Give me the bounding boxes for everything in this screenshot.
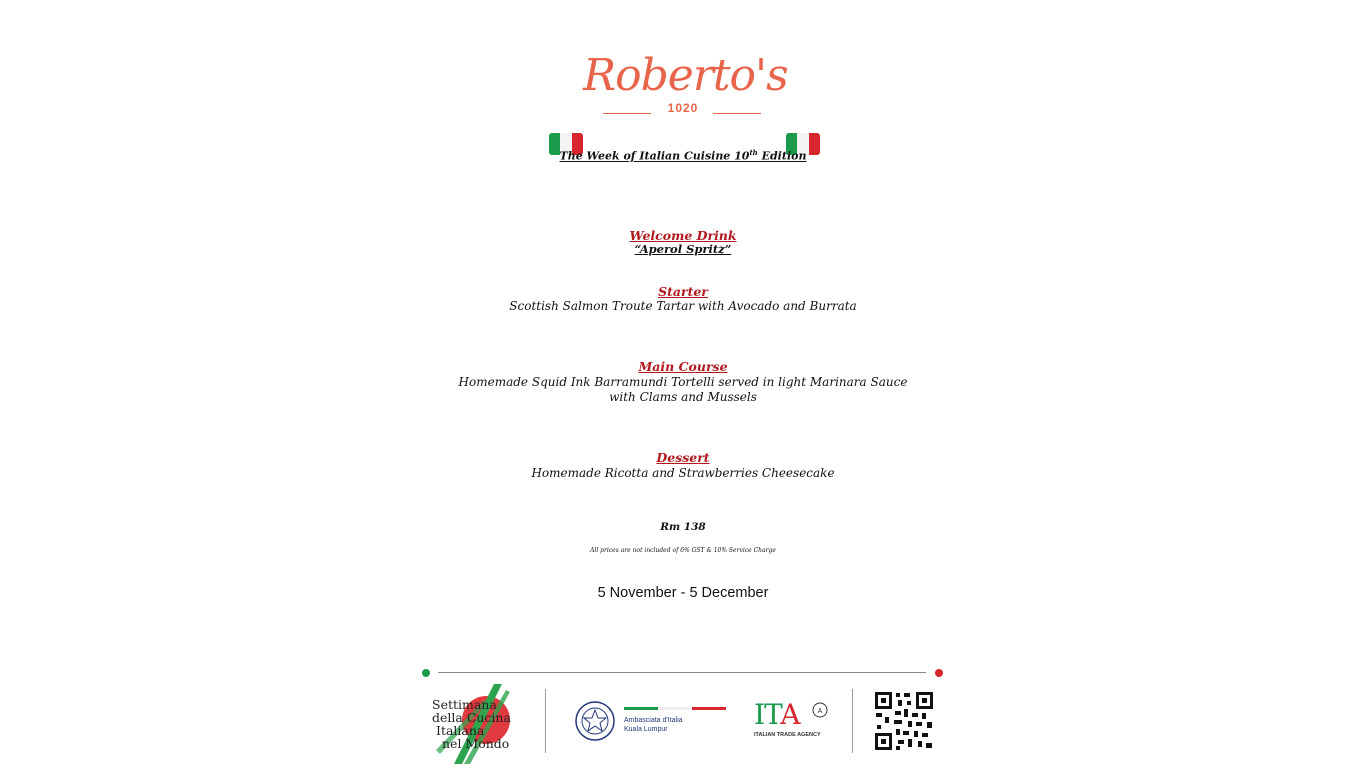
ita-badge-icon [812,702,828,718]
rule-dot-red [935,669,943,677]
settimana-cucina-logo [424,680,524,764]
embassy-text: Ambasciata d'Italia Kuala Lumpur [624,717,683,733]
logo-line-right [713,113,761,114]
price-note: All prices are not included of 6% GST & 10% Service Charge [590,547,776,554]
rule-dot-green [422,669,430,677]
footer-separator-1 [545,689,546,753]
main-course-line-1: Homemade Squid Ink Barramundi Tortelli served in light Marinara Sauce [458,375,908,389]
welcome-drink-heading: Welcome Drink [629,228,737,243]
restaurant-logo [583,48,788,120]
svg-text:A: A [817,708,823,715]
settimana-words: Settimana della Cucina Italiana nel Mondo [432,697,511,751]
embassy-logo [574,698,734,746]
welcome-drink-item: “Aperol Spritz” [634,242,732,256]
ita-mark: ITA [754,698,800,731]
main-course-line-2: with Clams and Mussels [609,390,757,404]
edition-title: The Week of Italian Cuisine 10th Edition [559,148,807,163]
logo-year: 1020 [667,101,699,115]
starter-heading: Starter [658,284,708,299]
footer-rule [438,672,926,673]
ita-logo [754,700,830,744]
footer-separator-2 [852,689,853,753]
emblem-icon [574,698,616,744]
dessert-heading: Dessert [656,450,710,465]
starter-item: Scottish Salmon Troute Tartar with Avocado and Burrata [509,299,857,313]
price: Rm 138 [660,521,706,533]
dessert-item: Homemade Ricotta and Strawberries Cheesecake [531,466,835,480]
tricolor-bar [624,707,726,710]
qr-code-icon[interactable] [874,691,934,751]
logo-name: Roberto's [583,50,788,101]
event-dates: 5 November - 5 December [597,585,769,601]
ita-label: ITALIAN TRADE AGENCY [754,732,821,738]
main-course-heading: Main Course [638,359,728,374]
